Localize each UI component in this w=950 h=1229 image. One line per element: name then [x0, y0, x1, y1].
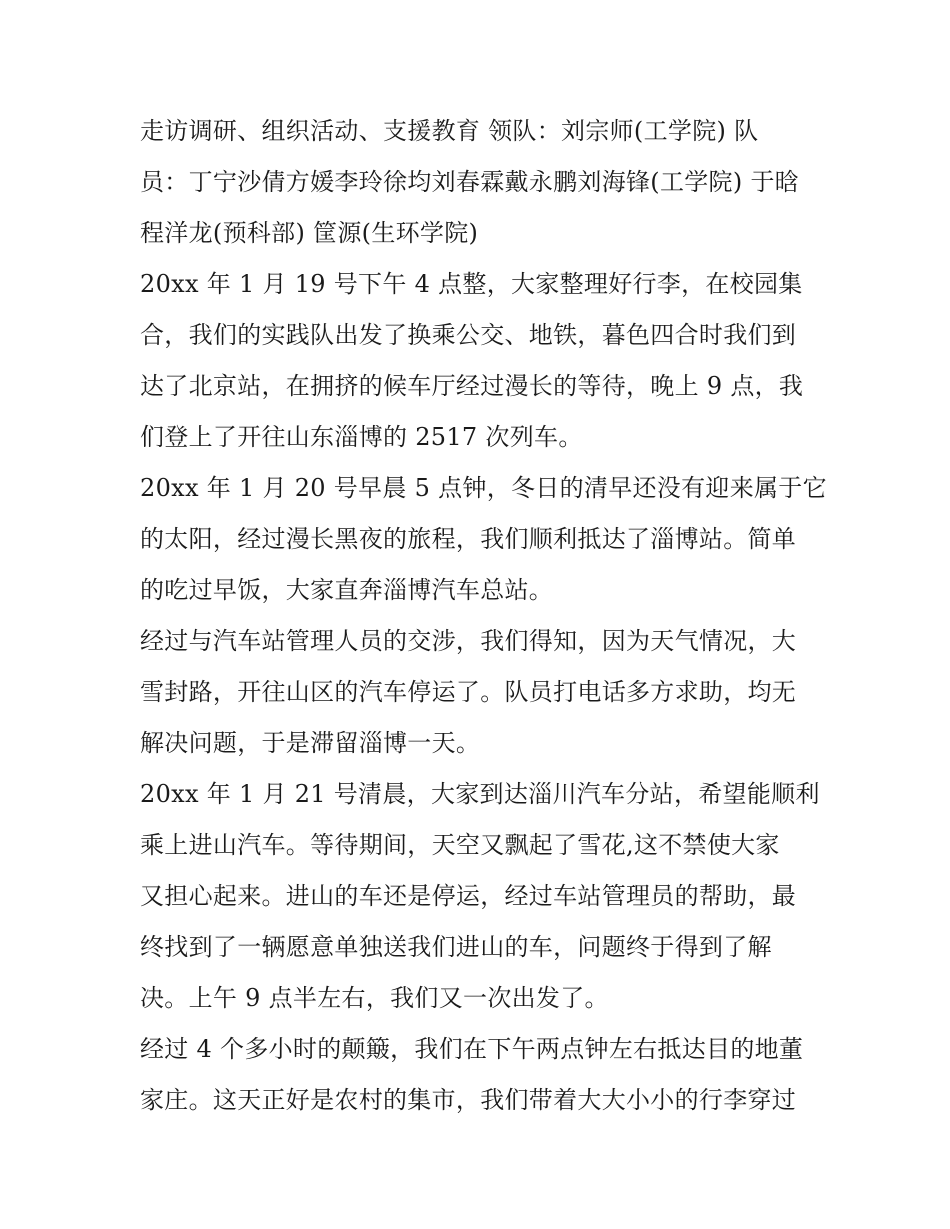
text-line: 终找到了一辆愿意单独送我们进山的车，问题终于得到了解 — [140, 933, 772, 961]
text-line: 的吃过早饭，大家直奔淄博汽车总站。 — [140, 576, 554, 604]
text-line: 20xx 年 1 月 21 号清晨，大家到达淄川汽车分站，希望能顺利 — [140, 780, 820, 808]
text-line: 20xx 年 1 月 20 号早晨 5 点钟，冬日的清早还没有迎来属于它 — [140, 474, 827, 502]
text-line: 20xx 年 1 月 19 号下午 4 点整，大家整理好行李，在校园集 — [140, 270, 803, 298]
text-line: 经过 4 个多小时的颠簸，我们在下午两点钟左右抵达目的地董 — [140, 1035, 804, 1063]
text-line: 程洋龙(预科部) 筐源(生环学院) — [140, 219, 479, 247]
text-line: 乘上进山汽车。等待期间，天空又飘起了雪花,这不禁使大家 — [140, 831, 780, 859]
text-line: 合，我们的实践队出发了换乘公交、地铁，暮色四合时我们到 — [140, 321, 797, 349]
text-line: 又担心起来。进山的车还是停运，经过车站管理员的帮助，最 — [140, 882, 797, 910]
text-line: 经过与汽车站管理人员的交涉，我们得知，因为天气情况，大 — [140, 627, 797, 655]
text-line: 员：丁宁沙倩方媛李玲徐均刘春霖戴永鹏刘海锋(工学院) 于晗 — [140, 168, 800, 196]
text-line: 雪封路，开往山区的汽车停运了。队员打电话多方求助，均无 — [140, 678, 797, 706]
text-line: 决。上午 9 点半左右，我们又一次出发了。 — [140, 984, 609, 1012]
text-line: 家庄。这天正好是农村的集市，我们带着大大小小的行李穿过 — [140, 1086, 797, 1114]
text-line: 走访调研、组织活动、支援教育 领队：刘宗师(工学院) 队 — [140, 117, 759, 145]
text-line: 解决问题，于是滞留淄博一天。 — [140, 729, 481, 757]
document-body — [140, 106, 827, 1126]
text-line: 达了北京站，在拥挤的候车厅经过漫长的等待，晚上 9 点，我 — [140, 372, 804, 400]
text-line: 们登上了开往山东淄博的 2517 次列车。 — [140, 423, 583, 451]
text-line: 的太阳，经过漫长黑夜的旅程，我们顺利抵达了淄博站。简单 — [140, 525, 797, 553]
